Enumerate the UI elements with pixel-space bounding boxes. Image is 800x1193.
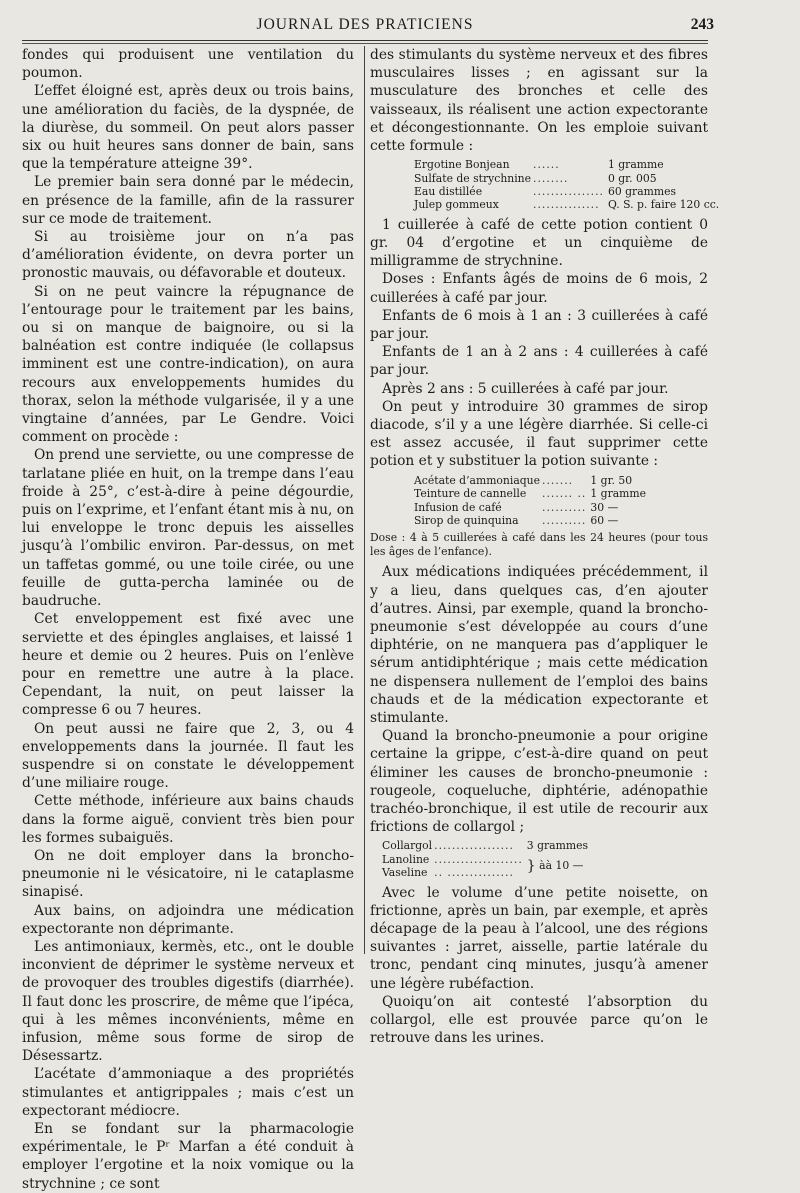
brace-mark: } — [526, 858, 536, 875]
paragraph: Aux médications indiquées précédemment, il y a lieu, dans quelques cas, d’en ajouter d’autres. Ainsi, par exemple, quand la broncho-pneumonie s’est développée au cours d’une diphtérie, on ne manquera pas d’appliquer le sérum antidiphtérique ; mais cette médication ne dispensera nullement de l’emploi des bains chauds et de la médication expectorante et stimulante. — [370, 564, 708, 726]
formula-collargol — [382, 839, 588, 879]
ingredient-quantity — [523, 853, 588, 880]
leader-dots: .......... — [542, 513, 587, 527]
paragraph: 1 cuillerée à café de cette potion contient 0 gr. 04 d’ergotine et un cinquième de milligramme de strychnine. — [370, 216, 708, 270]
paragraph: En se fondant sur la pharmacologie expérimentale, le Pʳ Marfan a été conduit à employer l’ergotine et la noix vomique ou la strychnine ; ce sont — [22, 1120, 354, 1192]
formula-row — [414, 198, 719, 211]
paragraph: Enfants de 6 mois à 1 an : 3 cuillerées à café par jour. — [370, 307, 708, 343]
leader-dots: .......... — [542, 500, 587, 514]
ingredient-quantity: 1 gramme — [590, 487, 647, 501]
ingredient-name: Lanoline — [382, 852, 430, 866]
column-divider — [364, 46, 365, 954]
paragraph: On ne doit employer dans la broncho-pneumonie ni le vésicatoire, ni le cataplasme sinapisé. — [22, 847, 354, 901]
formula-row — [414, 474, 646, 487]
leader-dots: ....... .. — [542, 487, 587, 501]
leader-dots: .. ............... — [434, 866, 514, 880]
paragraph: Cette méthode, inférieure aux bains chauds dans la forme aiguë, convient très bien pour les formes subaiguës. — [22, 793, 354, 846]
ingredient-quantity: 1 gr. 50 — [590, 473, 633, 487]
dose-note: Dose : 4 à 5 cuillerées à café dans les 24 heures (pour tous les âges de l’enfance). — [370, 531, 708, 559]
ingredient-name: Acétate d’ammoniaque — [414, 473, 541, 487]
formula-row — [414, 501, 646, 514]
paragraph: L’effet éloigné est, après deux ou trois bains, une amélioration du faciès, de la dyspnée, de la diurèse, du sommeil. On peut alors passer six ou huit heures sans donner de bain, sans que la température atteigne 39°. — [22, 83, 354, 173]
running-title: JOURNAL DES PRATICIENS — [256, 16, 474, 33]
paragraph: des stimulants du système nerveux et des fibres musculaires lisses ; en agissant sur la musculature des bronches et celle des vaisseaux, ils réalisent une action expectorante et décongestionnante. On les emploie suivant cette formule : — [370, 47, 708, 155]
formula-row — [414, 487, 646, 500]
leader-dots: .................... — [434, 852, 523, 866]
leader-dots: ...... — [533, 158, 560, 172]
header-rule — [22, 40, 708, 41]
page-header — [22, 12, 714, 40]
left-column — [22, 46, 354, 1192]
ingredient-quantity: 60 grammes — [607, 185, 677, 199]
paragraph: Cet enveloppement est fixé avec une serviette et des épingles anglaises, et laissé 1 heure et demie ou 2 heures. Puis on l’enlève pour en remettre une autre à la place. Cependant, la nuit, on peut laisser la compresse 6 ou 7 heures. — [22, 611, 354, 719]
paragraph: Si au troisième jour on n’a pas d’amélioration évidente, on devra porter un pronostic mauvais, ou défavorable et douteux. — [22, 229, 354, 282]
leader-dots: ............... — [533, 198, 600, 212]
ingredient-quantity: 30 — — [590, 500, 619, 514]
paragraph: Quoiqu’on ait contesté l’absorption du collargol, elle est prouvée parce qu’on le retrouve dans les urines. — [370, 993, 708, 1047]
paragraph: Les antimoniaux, kermès, etc., ont le double inconvient de déprimer le système nerveux et de provoquer des troubles digestifs (diarrhée). Il faut donc les proscrire, de même que l’ipéca, qui à les mêmes inconvénients, même en infusion, même sous forme de sirop de Désessartz. — [22, 938, 354, 1065]
header-rule-secondary — [22, 43, 708, 44]
paragraph: Après 2 ans : 5 cuillerées à café par jour. — [382, 380, 669, 397]
paragraph: Le premier bain sera donné par le médecin, en présence de la famille, afin de la rassurer sur ce mode de traitement. — [22, 174, 354, 227]
shared-quantity: àà 10 — — [539, 859, 584, 873]
ingredient-name: Collargol — [382, 839, 433, 853]
ingredient-name: Eau distillée — [414, 185, 483, 199]
formula-row — [414, 172, 719, 185]
leader-dots: ....... — [542, 473, 574, 487]
paragraph: fondes qui produisent une ventilation du poumon. — [22, 47, 354, 82]
ingredient-name: Vaseline — [382, 866, 428, 880]
paragraph: Avec le volume d’une petite noisette, on frictionne, après un bain, par exemple, et après décapage de la peau à l’alcool, une des régions suivantes : jarret, aisselle, partie latérale du tronc, pendant cinq minutes, jusqu’à amener une légère rubéfaction. — [370, 884, 708, 992]
ingredient-quantity: 3 grammes — [526, 839, 588, 853]
page-number: 243 — [690, 16, 714, 33]
ingredient-name: Infusion de café — [414, 500, 502, 514]
ingredient-name: Julep gommeux — [414, 198, 499, 212]
ingredient-name: Sulfate de strychnine — [414, 171, 532, 185]
paragraph: On peut aussi ne faire que 2, 3, ou 4 enveloppements dans la journée. Il faut les suspendre si on constate le développement d’une miliaire rouge. — [22, 720, 354, 792]
ingredient-name: Ergotine Bonjean — [414, 158, 510, 172]
paragraph: L’acétate d’ammoniaque a des propriétés stimulantes et antigrippales ; mais c’est un expectorant médiocre. — [22, 1066, 354, 1119]
formula-row — [382, 839, 588, 852]
formula-ammoniaque — [414, 474, 646, 528]
ingredient-quantity: 60 — — [590, 513, 619, 527]
leader-dots: ........ — [533, 171, 569, 185]
paragraph: On peut y introduire 30 grammes de sirop diacode, s’il y a une légère diarrhée. Si celle-ci est assez accusée, il faut supprimer cette potion et y substituer la potion suivante : — [370, 398, 708, 470]
ingredient-quantity: 1 gramme — [607, 158, 664, 172]
formula-row — [414, 185, 719, 198]
paragraph: Si on ne peut vaincre la répugnance de l’entourage pour le traitement par les bains, ou si on manque de baignoire, ou si la balnéation est contre indiquée (le collapsus imminent est une contre-indication), on aura recours aux enveloppements humides du thorax, selon la méthode vulgarisée, il y a une vingtaine d’années, par Le Gendre. Voici comment on procède : — [22, 283, 354, 446]
leader-dots: .................. — [434, 839, 514, 853]
formula-ergotine — [414, 158, 719, 212]
formula-row — [382, 853, 588, 866]
paragraph: Enfants de 1 an à 2 ans : 4 cuillerées à café par jour. — [370, 344, 708, 379]
paragraph: On prend une serviette, ou une compresse de tarlatane pliée en huit, on la trempe dans l’eau froide à 25°, c’est-à-dire à peine dégourdie, puis on l’exprime, et l’enfant étant mis à nu, on lui enveloppe le tronc depuis les aisselles jusqu’à l’ombilic environ. Par-dessus, on met un taffetas gommé, ou une toile cirée, ou une feuille de gutta-percha laminée ou de baudruche. — [22, 447, 354, 610]
ingredient-name: Teinture de cannelle — [414, 487, 527, 501]
ingredient-quantity: Q. S. p. faire 120 cc. — [607, 198, 720, 212]
formula-row — [414, 158, 719, 171]
paragraph: Quand la broncho-pneumonie a pour origine certaine la grippe, c’est-à-dire quand on peut éliminer les causes de broncho-pneumonie : rougeole, coqueluche, diphtérie, adénopathie trachéo-bronchique, il est utile de recourir aux frictions de collargol ; — [370, 728, 708, 836]
leader-dots: ................ — [533, 185, 604, 199]
ingredient-name: Sirop de quinquina — [414, 513, 519, 527]
formula-row — [414, 514, 646, 527]
right-column — [370, 46, 720, 1047]
ingredient-quantity: 0 gr. 005 — [607, 171, 657, 185]
paragraph: Doses : Enfants âgés de moins de 6 mois, 2 cuillerées à café par jour. — [370, 271, 708, 306]
paragraph: Aux bains, on adjoindra une médication expectorante non déprimante. — [22, 902, 354, 937]
